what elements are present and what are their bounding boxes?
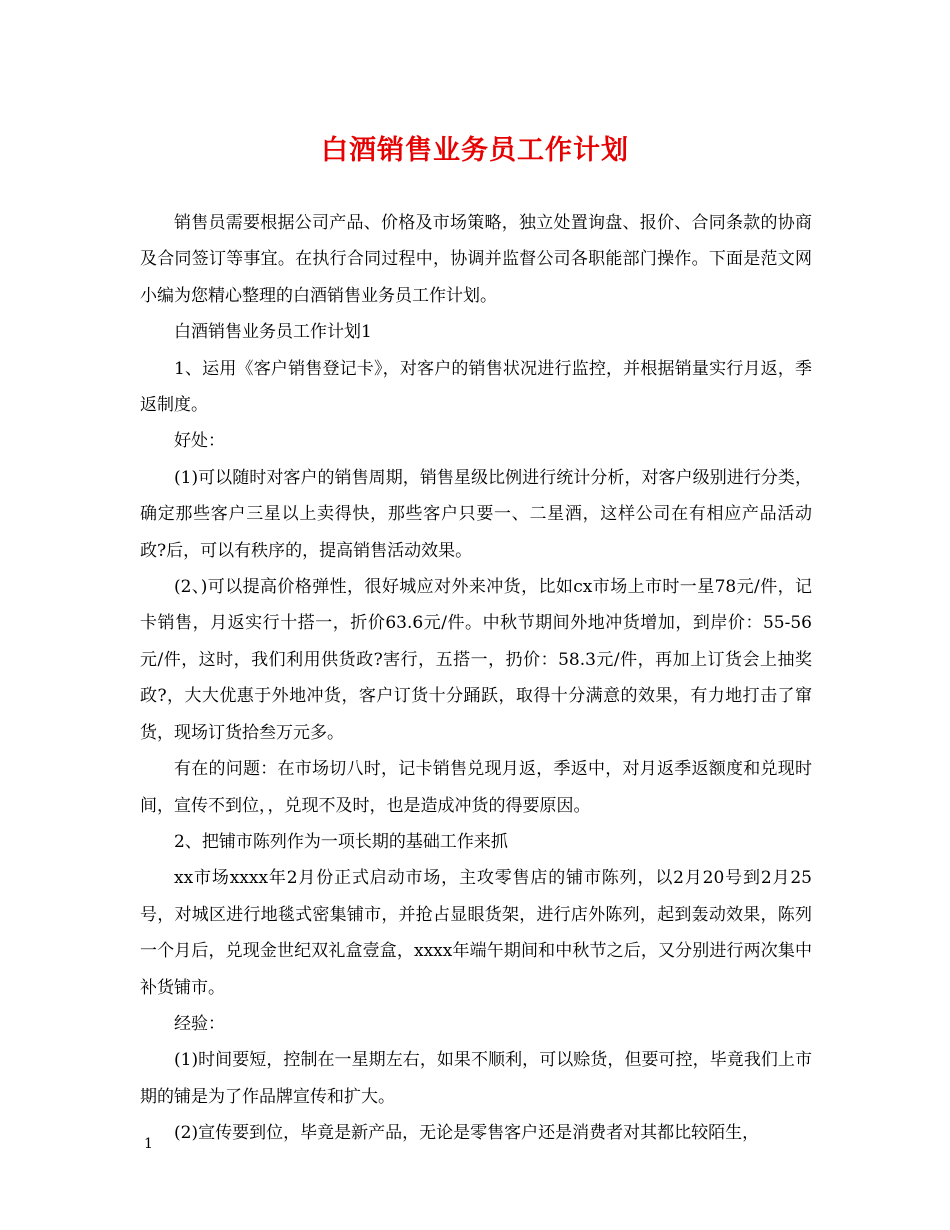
paragraph: (2、)可以提高价格弹性，很好城应对外来冲货，比如cx市场上市时一星78元/件，记卡销售，月返实行十搭一，折价63.6元/件。中秋节期间外地冲货增加，到岸价：55-56元/件，这时，我们利用供货政?害行，五搭一，扔价：58.3元/件，再加上订货会上抽奖政?，大大优惠于外地冲货，客户订货十分踊跃，取得十分满意的效果，有力地打击了窜货，现场订货拾叁万元多。 bbox=[140, 577, 812, 743]
paragraph: (1)时间要短，控制在一星期左右，如果不顺利，可以赊货，但要可控，毕竟我们上市期的铺是为了作品牌宣传和扩大。 bbox=[140, 1050, 812, 1107]
paragraph: (2)宣传要到位，毕竟是新产品，无论是零售客户还是消费者对其都比较陌生， bbox=[174, 1123, 760, 1144]
paragraph: 有在的问题：在市场切八时，记卡销售兑现月返，季返中，对月返季返额度和兑现时间，宣传不到位，，兑现不及时，也是造成冲货的得要原因。 bbox=[140, 759, 812, 816]
paragraph: 经验： bbox=[174, 1013, 225, 1034]
paragraph: 2、把铺市陈列作为一项长期的基础工作来抓 bbox=[174, 831, 508, 852]
paragraph: 销售员需要根据公司产品、价格及市场策略，独立处置询盘、报价、合同条款的协商及合同签订等事宜。在执行合同过程中，协调并监督公司各职能部门操作。下面是范文网小编为您精心整理的白酒销售业务员工作计划。 bbox=[140, 213, 812, 306]
page-title: 白酒销售业务员工作计划 bbox=[321, 135, 629, 166]
section-heading: 白酒销售业务员工作计划1 bbox=[174, 322, 372, 343]
paragraph: 1、运用《客户销售登记卡》，对客户的销售状况进行监控，并根据销量实行月返，季返制度。 bbox=[140, 358, 812, 416]
body-text bbox=[140, 205, 812, 1152]
paragraph: 好处： bbox=[174, 431, 225, 452]
paragraph: xx市场xxxx年2月份正式启动市场，主攻零售店的铺市陈列，以2月20号到2月25号，对城区进行地毯式密集铺市，并抢占显眼货架，进行店外陈列，起到轰动效果，陈列一个月后，兑现金世纪双礼盒壹盒，xxxx年端午期间和中秋节之后，又分别进行两次集中补货铺市。 bbox=[140, 868, 812, 998]
page-number: 1 bbox=[144, 1136, 153, 1152]
paragraph: (1)可以随时对客户的销售周期，销售星级比例进行统计分析，对客户级别进行分类，确定那些客户三星以上卖得快，那些客户只要一、二星酒，这样公司在有相应产品活动政?后，可以有秩序的，提高销售活动效果。 bbox=[140, 467, 812, 561]
